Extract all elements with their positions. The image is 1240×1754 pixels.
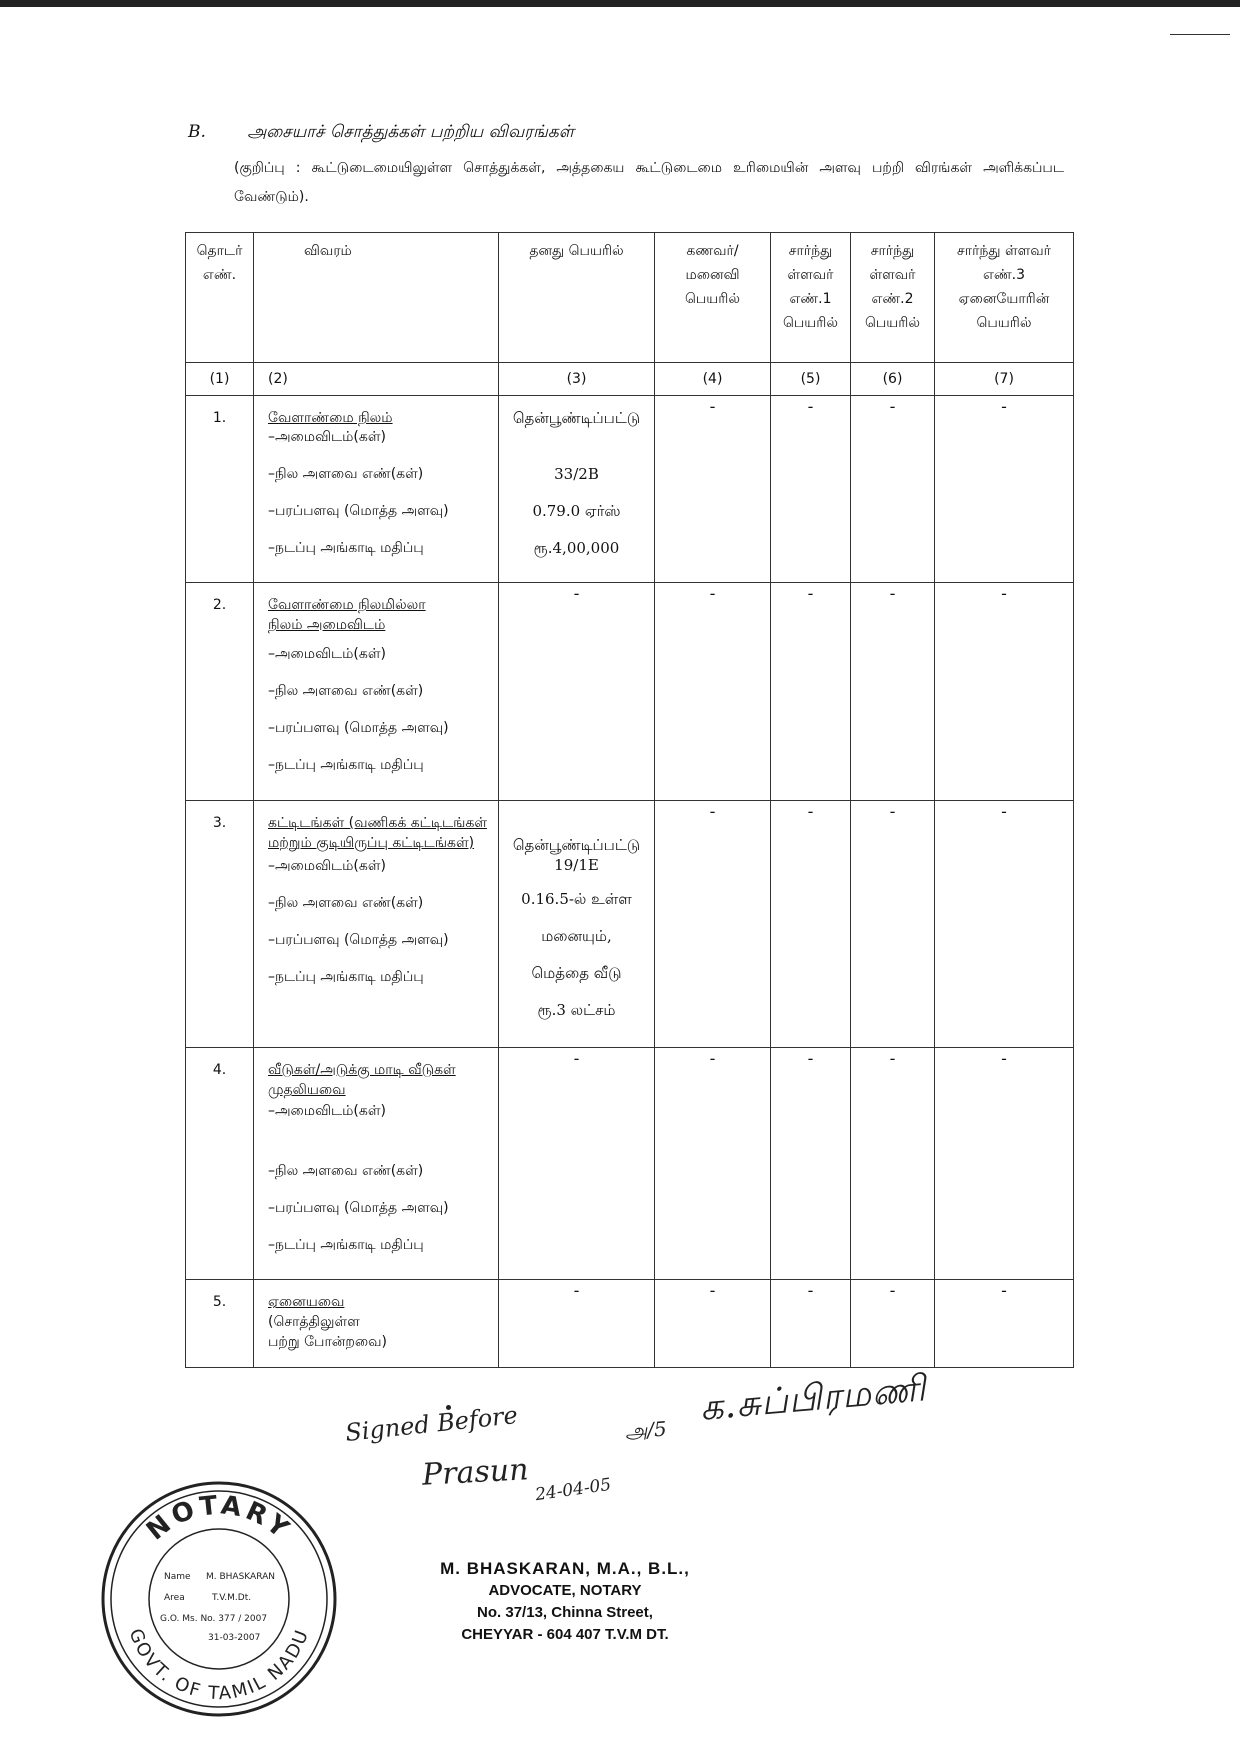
table-header-row [186, 233, 1074, 363]
notary-stamp-block [415, 1558, 715, 1646]
dependent-3-value: - [935, 801, 1074, 1048]
detail-item: –அமைவிடம்(கள்) [268, 429, 386, 445]
detail-item: –நடப்பு அங்காடி மதிப்பு [268, 1237, 424, 1253]
section-letter: B. [188, 122, 206, 142]
self-value: - [499, 1048, 655, 1280]
category-label: கட்டிடங்கள் (வணிகக் கட்டிடங்கள் மற்றும் குடியிருப்பு கட்டிடங்கள்) [268, 815, 487, 851]
spouse-value: - [655, 801, 771, 1048]
dependent-1-value: - [771, 1048, 851, 1280]
dependent-1-value: - [771, 583, 851, 801]
description-cell [254, 583, 499, 801]
spouse-value: - [655, 1048, 771, 1280]
notary-address-line-2: CHEYYAR - 604 407 T.V.M DT. [461, 1626, 669, 1643]
detail-item: –நில அளவை எண்(கள்) [268, 466, 424, 482]
col-number: (3) [499, 363, 655, 396]
serial-no: 4. [186, 1048, 254, 1280]
seal-area: T.V.M.Dt. [212, 1593, 252, 1603]
market-value: ரூ.3 லட்சம் [537, 1001, 616, 1019]
spouse-value: - [655, 396, 771, 583]
self-value: - [499, 1280, 655, 1368]
detail-item: –நடப்பு அங்காடி மதிப்பு [268, 540, 424, 556]
section-note: (குறிப்பு : கூட்டுடைமையிலுள்ள சொத்துக்கள், அத்தகைய கூட்டுடைமை உரிமையின் அளவு பற்றி விரங்கள் அளிக்கப்பட வேண்டும்). [234, 160, 1064, 205]
declarant-signature: க.சுப்பிரமணி [698, 1368, 928, 1429]
scan-top-border [0, 0, 1240, 7]
detail-item: –நில அளவை எண்(கள்) [268, 1163, 424, 1179]
area-value: 0.79.0 ஏர்ஸ் [532, 502, 621, 520]
notary-signature: Prasun [421, 1452, 530, 1493]
immovable-assets-table [185, 232, 1074, 1368]
spouse-value: - [655, 1280, 771, 1368]
self-value-cell [499, 396, 655, 583]
section-title: அசையாச் சொத்துக்கள் பற்றிய விவரங்கள் [247, 122, 575, 142]
spouse-value: - [655, 583, 771, 801]
detail-item: –நடப்பு அங்காடி மதிப்பு [268, 757, 424, 773]
category-label: ஏனையவை [268, 1294, 345, 1310]
category-label: வேளாண்மை நிலமில்லா நிலம் அமைவிடம் [268, 597, 426, 633]
notary-title: ADVOCATE, NOTARY [488, 1582, 642, 1599]
detail-item: –பரப்பளவு (மொத்த அளவு) [268, 720, 449, 736]
seal-top-text: NOTARY [141, 1490, 298, 1547]
detail-item: –நில அளவை எண்(கள்) [268, 683, 424, 699]
dependent-3-value: - [935, 583, 1074, 801]
detail-item: –அமைவிடம்(கள்) [268, 646, 386, 662]
dependent-2-value: - [851, 583, 935, 801]
header-dependent-3: சார்ந்து ள்ளவர் எண்.3 ஏனையோரின் பெயரில் [935, 233, 1074, 363]
detail-item: –அமைவிடம்(கள்) [268, 1103, 386, 1119]
detail-value: மெத்தை வீடு [531, 964, 622, 982]
notary-address-line-1: No. 37/13, Chinna Street, [477, 1604, 653, 1621]
col-number: (5) [771, 363, 851, 396]
col-number: (1) [186, 363, 254, 396]
category-label: வீடுகள்/அடுக்கு மாடி வீடுகள் முதலியவை [268, 1062, 456, 1098]
notary-seal [98, 1478, 340, 1720]
table-row [186, 1048, 1074, 1280]
dependent-3-value: - [935, 1048, 1074, 1280]
header-dependent-2: சார்ந்து ள்ளவர் எண்.2 பெயரில் [851, 233, 935, 363]
header-spouse: கணவர்/ மனைவி பெயரில் [655, 233, 771, 363]
header-self: தனது பெயரில் [499, 233, 655, 363]
dependent-2-value: - [851, 1280, 935, 1368]
serial-no: 3. [186, 801, 254, 1048]
seal-bottom-text: GOVT. OF TAMIL NADU [124, 1625, 314, 1705]
detail-item: –அமைவிடம்(கள்) [268, 858, 386, 874]
seal-label-name: Name [164, 1572, 191, 1582]
col-number: (2) [254, 363, 499, 396]
col-number: (6) [851, 363, 935, 396]
seal-go: G.O. Ms. No. 377 / 2007 [160, 1614, 268, 1624]
seal-label-area: Area [164, 1593, 185, 1603]
dependent-3-value: - [935, 396, 1074, 583]
dependent-1-value: - [771, 396, 851, 583]
section-heading [188, 122, 574, 144]
detail-item: –பரப்பளவு (மொத்த அளவு) [268, 1200, 449, 1216]
area-value: 0.16.5-ல் உள்ள [521, 890, 632, 908]
self-value-cell [499, 801, 655, 1048]
description-cell [254, 396, 499, 583]
initials-signature: அ/5 [624, 1416, 668, 1444]
survey-no-value: 33/2B [554, 465, 599, 483]
dependent-2-value: - [851, 1048, 935, 1280]
header-serial-no: தொடர் எண். [186, 233, 254, 363]
location-value: தென்பூண்டிப்பட்டு [512, 836, 641, 854]
header-dependent-1: சார்ந்து ள்ளவர் எண்.1 பெயரில் [771, 233, 851, 363]
serial-no: 1. [186, 396, 254, 583]
serial-no: 2. [186, 583, 254, 801]
table-row [186, 583, 1074, 801]
table-row [186, 1280, 1074, 1368]
detail-item: –பரப்பளவு (மொத்த அளவு) [268, 932, 449, 948]
table-row [186, 801, 1074, 1048]
scan-mark [1170, 34, 1230, 35]
serial-no: 5. [186, 1280, 254, 1368]
detail-item: (சொத்திலுள்ள [268, 1314, 360, 1330]
dependent-2-value: - [851, 801, 935, 1048]
market-value: ரூ.4,00,000 [533, 539, 620, 557]
notary-name: M. BHASKARAN, M.A., B.L., [440, 1559, 690, 1578]
svg-text:NOTARY [141, 1490, 297, 1546]
signature-date: 24-04-05 [533, 1474, 613, 1506]
detail-item: –நில அளவை எண்(கள்) [268, 895, 424, 911]
column-number-row [186, 363, 1074, 396]
col-number: (4) [655, 363, 771, 396]
detail-value: மனையும், [541, 927, 612, 945]
location-value: தென்பூண்டிப்பட்டு [512, 409, 641, 427]
detail-item: –நடப்பு அங்காடி மதிப்பு [268, 969, 424, 985]
description-cell [254, 1280, 499, 1368]
dependent-2-value: - [851, 396, 935, 583]
seal-date: 31-03-2007 [208, 1633, 261, 1643]
detail-item: பற்று போன்றவை) [268, 1334, 387, 1350]
category-label: வேளாண்மை நிலம் [268, 410, 393, 426]
dependent-1-value: - [771, 801, 851, 1048]
col-number: (7) [935, 363, 1074, 396]
survey-no-value: 19/1E [554, 856, 599, 874]
description-cell [254, 801, 499, 1048]
dependent-3-value: - [935, 1280, 1074, 1368]
seal-name: M. BHASKARAN [206, 1572, 275, 1582]
table-row [186, 396, 1074, 583]
header-description: விவரம் [254, 233, 499, 363]
description-cell [254, 1048, 499, 1280]
detail-item: –பரப்பளவு (மொத்த அளவு) [268, 503, 449, 519]
signed-before-text: Signed Before [344, 1401, 519, 1447]
dependent-1-value: - [771, 1280, 851, 1368]
self-value: - [499, 583, 655, 801]
